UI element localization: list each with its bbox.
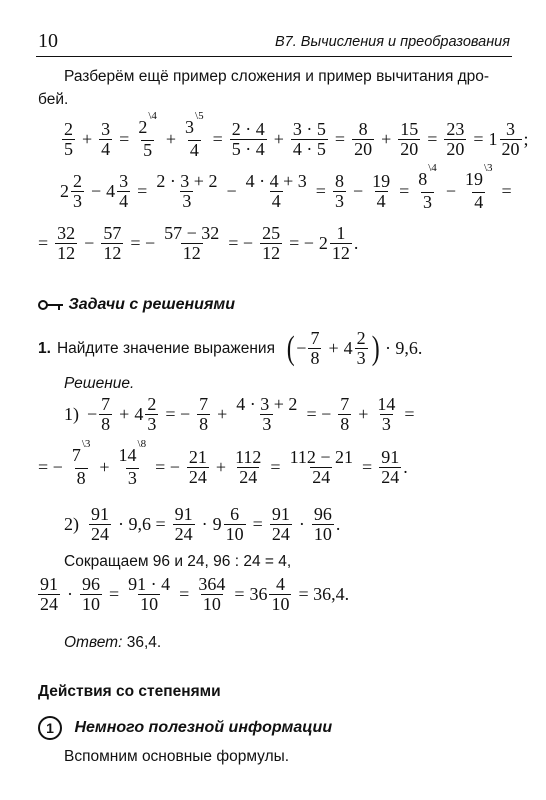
step-2-label: 2): [64, 514, 79, 534]
solution-label: Решение.: [64, 375, 135, 392]
equation-subtraction-cont: = $\frac{32}{12}$ − $\frac{57}{12}$ = − $\frac{57 - 32}{12}$ = − $\frac{25}{12}$ = − 2 $\frac{1}{12}$ .: [38, 223, 359, 263]
key-icon: [38, 298, 64, 312]
final-computation: $\frac{91}{24}$ · $\frac{96}{10}$ = $\frac{91 \cdot 4}{10}$ = $\frac{364}{10}$ = 36 $\frac{4}{10}$ = 36,4.: [40, 574, 350, 614]
solution-step-1-cont: = − $\frac{7^{\backslash 3}}{8}$ + $\frac{14^{\backslash 8}}{3}$ = − $\frac{21}{24}$ + $\frac{112}{24}$ = $\frac{112 - 21}{24}$ = $\frac{91}{24}$ .: [38, 438, 408, 488]
reduce-text: Сокращаем 96 и 24, 96 : 24 = 4,: [64, 553, 292, 570]
task-1-text: Найдите значение выражения: [56, 339, 275, 357]
task-1: 1. Найдите значение выражения ( − $\frac{7}{8}$ + 4 $\frac{2}{3}$ ) · 9,6.: [38, 328, 423, 368]
info-number-icon: 1: [38, 716, 62, 740]
step-1-label: 1): [64, 404, 79, 424]
page-number: 10: [38, 30, 58, 52]
header-rule: [36, 56, 512, 57]
solution-step-2: 2) $\frac{91}{24}$ · 9,6 = $\frac{91}{24}$ · 9 $\frac{6}{10}$ = $\frac{91}{24}$ · $\frac{96}{10}$ .: [64, 504, 341, 544]
intro-line-1: Разберём ещё пример сложения и пример вычитания дро-: [64, 68, 490, 85]
answer-label: Ответ:: [64, 634, 123, 651]
equation-subtraction: 2 $\frac{2}{3}$ − 4 $\frac{3}{4}$ = $\frac{2 \cdot 3 + 2}{3}$ − $\frac{4 \cdot 4 + 3}{4}$ = $\frac{8}{3}$ − $\frac{19}{4}$ = $\frac{8^{\backslash 4}}{3}$ − $\frac{19^{\backslash 3}}{4}$ =: [60, 162, 512, 212]
answer: [64, 634, 161, 652]
tasks-heading-text: Задачи с решениями: [68, 296, 235, 313]
tasks-heading: [38, 296, 235, 314]
solution-step-1: 1) − $\frac{7}{8}$ + 4 $\frac{2}{3}$ = − $\frac{7}{8}$ + $\frac{4 \cdot 3 + 2}{3}$ = − $\frac{7}{8}$ + $\frac{14}{3}$ =: [64, 394, 415, 434]
task-1-number: 1.: [38, 339, 51, 357]
powers-heading: Действия со степенями: [38, 683, 221, 700]
intro-line-2: бей.: [38, 91, 69, 108]
equation-addition: $\frac{2}{5}$ + $\frac{3}{4}$ = $\frac{2^{\backslash 4}}{5}$ + $\frac{3^{\backslash 5}}{4}$ = $\frac{2 \cdot 4}{5 \cdot 4}$ + $\frac{3 \cdot 5}{4 \cdot 5}$ = $\frac{8}{20}$ + $\frac{15}{20}$ = $\frac{23}{20}$ = 1 $\frac{3}{20}$ ;: [64, 110, 529, 160]
info-heading: [38, 716, 332, 740]
task-1-tail: · 9,6.: [384, 338, 423, 358]
answer-value: 36,4.: [126, 634, 162, 651]
formulas-text: Вспомним основные формулы.: [64, 748, 290, 765]
info-heading-text: Немного полезной информации: [74, 719, 333, 737]
section-title: В7. Вычисления и преобразования: [275, 34, 510, 50]
